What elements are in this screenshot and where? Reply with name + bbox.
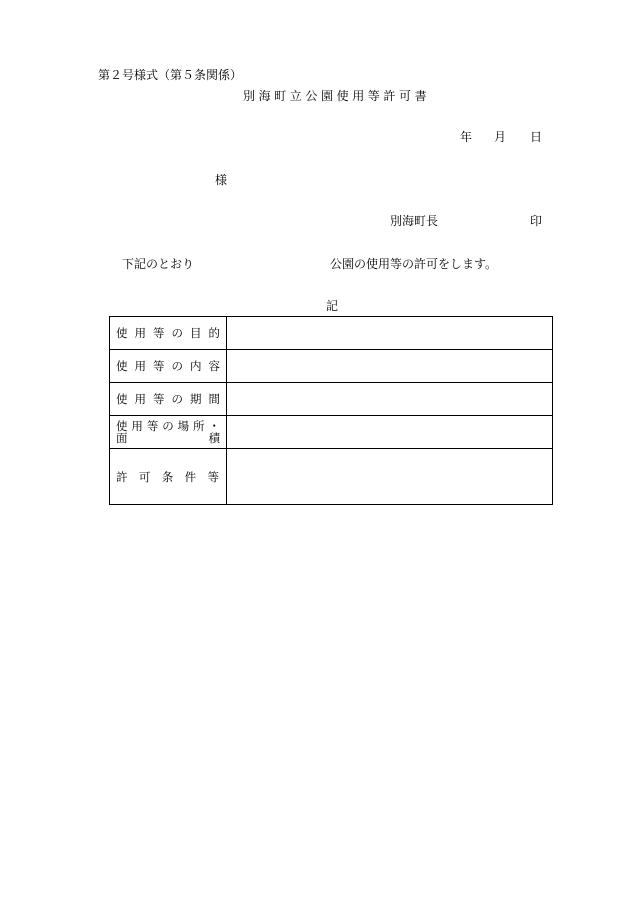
label-char: 使 [116, 359, 128, 373]
date-day-label: 日 [530, 130, 543, 144]
label-char: の [171, 359, 183, 373]
row-value-purpose[interactable] [227, 317, 553, 350]
label-char: ・ [208, 418, 220, 433]
date-month-label: 月 [494, 130, 507, 144]
table-row [110, 350, 553, 383]
label-char: 用 [134, 326, 146, 340]
label-char: 面 [116, 431, 128, 445]
label-char: 件 [184, 469, 197, 484]
table-row [110, 317, 553, 350]
row-label-content [110, 350, 227, 383]
row-value-period[interactable] [227, 383, 553, 416]
label-char: 用 [131, 418, 143, 433]
label-char: 所 [193, 418, 205, 433]
row-label-conditions [110, 449, 227, 505]
label-char: 等 [146, 418, 159, 433]
label-char: 目 [190, 326, 202, 340]
table-row [110, 449, 553, 505]
document-title: 別海町立公園使用等許可書 [243, 89, 431, 103]
ki-heading: 記 [326, 299, 339, 313]
row-label-period [110, 383, 227, 416]
table-row [110, 416, 553, 449]
label-char: 条 [161, 469, 174, 484]
label-char: 使 [116, 418, 128, 433]
label-char: 等 [153, 392, 165, 406]
label-char: 許 [116, 469, 128, 484]
label-char: 可 [138, 469, 151, 484]
label-char: 的 [208, 326, 220, 340]
table-row [110, 383, 553, 416]
label-char: 等 [153, 326, 165, 340]
label-char: の [162, 418, 174, 433]
label-char: の [171, 392, 183, 406]
label-char: の [171, 326, 183, 340]
row-value-location-area[interactable] [227, 416, 553, 449]
label-char: 容 [208, 359, 220, 373]
row-label-purpose [110, 317, 227, 350]
form-number: 第２号様式（第５条関係） [98, 68, 243, 82]
body-text-right: 公園の使用等の許可をします。 [330, 257, 498, 271]
seal-mark: 印 [530, 214, 543, 228]
permit-details-table [109, 316, 553, 505]
label-char: 用 [134, 392, 146, 406]
label-char: 等 [153, 359, 165, 373]
row-value-content[interactable] [227, 350, 553, 383]
body-text-left: 下記のとおり [122, 257, 195, 271]
label-char: 内 [190, 359, 202, 373]
label-char: 用 [134, 359, 146, 373]
date-year-label: 年 [460, 130, 473, 144]
label-char: 積 [208, 431, 220, 445]
label-char: 使 [116, 392, 128, 406]
label-char: 等 [207, 469, 219, 484]
addressee-suffix: 様 [215, 173, 228, 187]
issuer-title: 別海町長 [390, 214, 439, 228]
row-label-location-area [110, 416, 227, 449]
label-char: 場 [177, 418, 190, 433]
label-char: 期 [190, 392, 202, 406]
label-char: 使 [116, 326, 128, 340]
label-char: 間 [208, 392, 220, 406]
row-value-conditions[interactable] [227, 449, 553, 505]
